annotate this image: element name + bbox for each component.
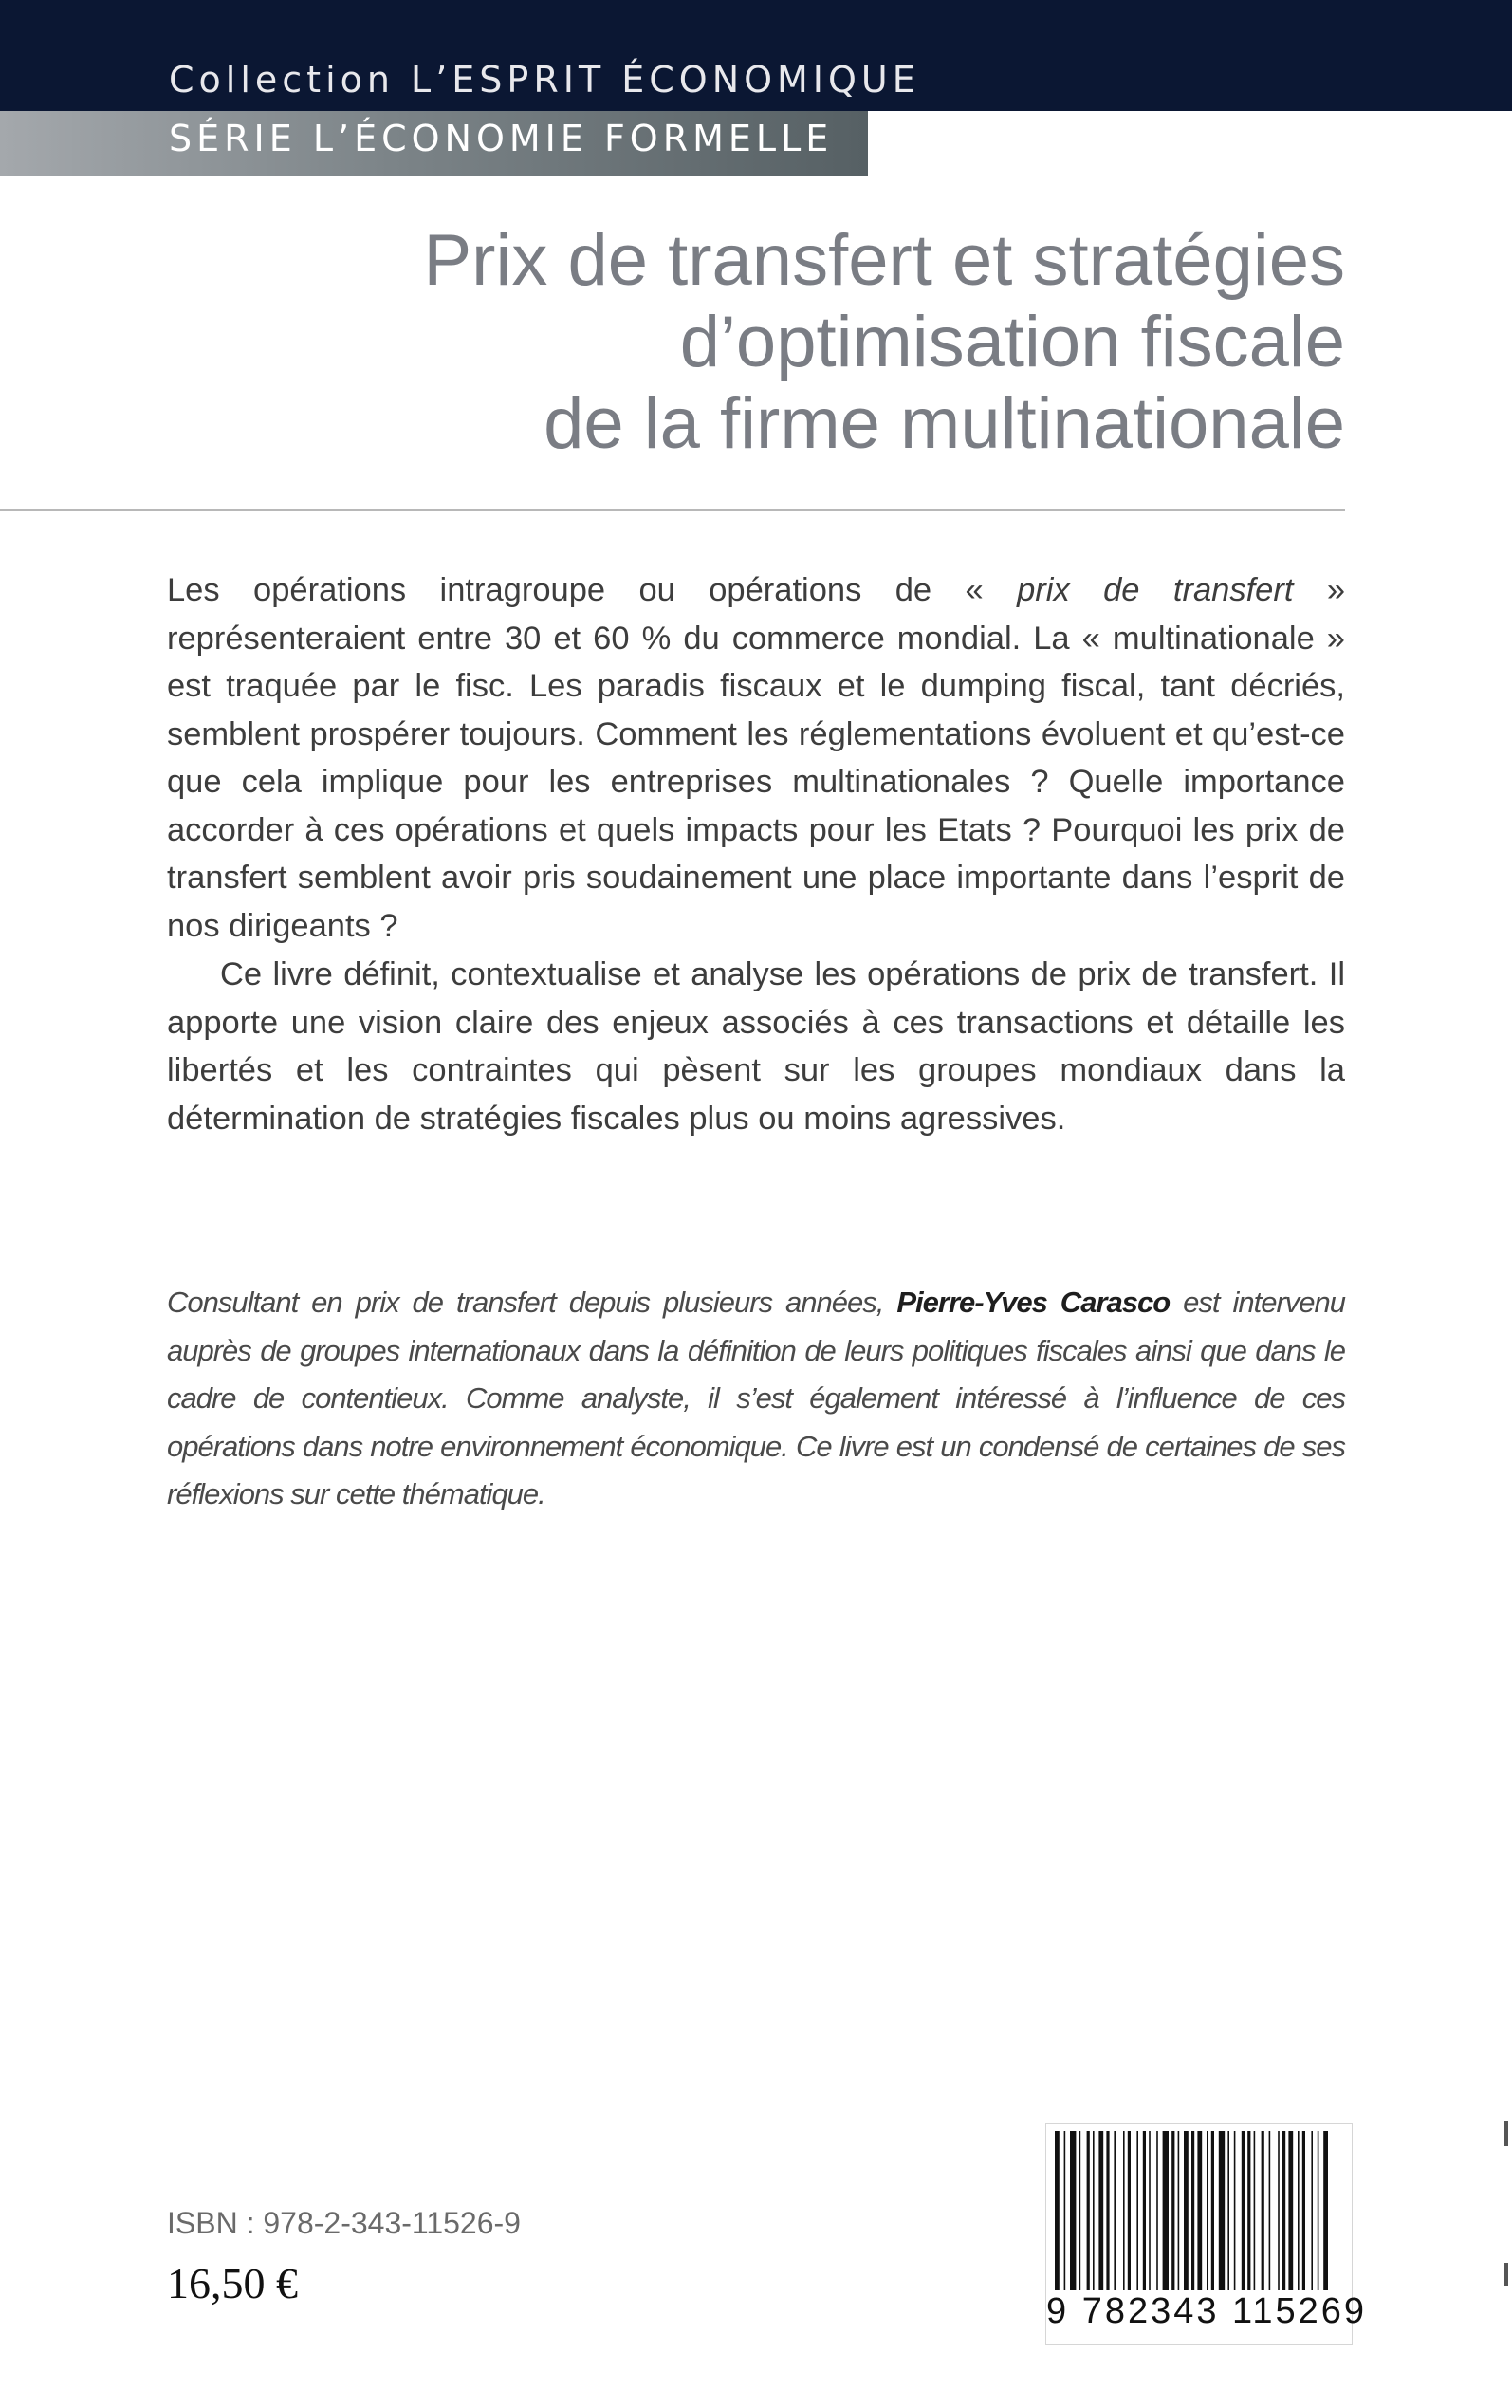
bio-start: Consultant en prix de transfert depuis plusieurs années, <box>167 1286 897 1319</box>
title-line-3: de la firme multinationale <box>544 383 1345 464</box>
barcode-bar <box>1242 2131 1245 2290</box>
barcode-bar <box>1156 2131 1158 2290</box>
barcode-bar <box>1288 2131 1293 2290</box>
barcode-bar <box>1143 2131 1146 2290</box>
barcode-bar <box>1171 2131 1174 2290</box>
trim-mark <box>1504 2121 1508 2146</box>
barcode-bar <box>1323 2131 1328 2290</box>
barcode-bar <box>1219 2131 1225 2290</box>
series-name: SÉRIE L’ÉCONOMIE FORMELLE <box>169 118 834 159</box>
p1-end: » représenteraient entre 30 et 60 % du commerce mondial. La « multinationale » est traquée par le fisc. Les paradis fiscaux et le dumping fiscal, tant décriés, semblent prospérer toujours. Comment les réglementations évoluent et qu’est-ce que cela implique pour les entreprises multinationales ? Quelle importance accorder à ces opérations et quels impacts pour les Etats ? Pourquoi les prix de transfert semblent avoir pris soudainement une place importante dans l’esprit de nos dirigeants ? <box>167 572 1346 944</box>
barcode-bar <box>1311 2131 1313 2290</box>
barcode-bars <box>1053 2131 1345 2290</box>
barcode-bar <box>1087 2131 1090 2290</box>
book-title <box>112 220 1345 465</box>
barcode-bar <box>1128 2131 1131 2290</box>
barcode-bar <box>1302 2131 1305 2290</box>
barcode-bar <box>1093 2131 1095 2290</box>
barcode-bar <box>1149 2131 1151 2290</box>
bio-end: est intervenu auprès de groupes internationaux dans la définition de leurs politiques fiscales ainsi que dans le cadre de contentieux. Comme analyste, il s’est également intéressé à l’influence de ces opérations dans notre environnement économique. Ce livre est un condensé de certaines de ses réflexions sur cette thématique. <box>167 1286 1345 1510</box>
barcode-bar <box>1070 2131 1076 2290</box>
barcode-bar <box>1123 2131 1125 2290</box>
barcode-bar <box>1184 2131 1189 2290</box>
summary-paragraph-1 <box>167 566 1345 950</box>
barcode-bar <box>1163 2131 1169 2290</box>
barcode-bar <box>1098 2131 1103 2290</box>
barcode-bar <box>1269 2131 1271 2290</box>
barcode-bar <box>1282 2131 1285 2290</box>
title-line-1: Prix de transfert et stratégies <box>423 220 1345 301</box>
author-name: Pierre-Yves Carasco <box>896 1286 1171 1319</box>
collection-name: Collection L’ESPRIT ÉCONOMIQUE <box>169 59 920 101</box>
barcode-bar <box>1234 2131 1236 2290</box>
barcode-bar <box>1055 2131 1060 2290</box>
barcode-bar <box>1114 2131 1116 2290</box>
trim-mark <box>1504 2263 1508 2286</box>
barcode-bar <box>1211 2131 1214 2290</box>
barcode-bar <box>1197 2131 1202 2290</box>
barcode-bar <box>1191 2131 1194 2290</box>
title-divider <box>0 509 1345 511</box>
barcode-bar <box>1079 2131 1081 2290</box>
barcode-bar <box>1106 2131 1109 2290</box>
barcode-bar <box>1262 2131 1264 2290</box>
author-bio <box>167 1279 1345 1519</box>
price: 16,50 € <box>167 2259 298 2307</box>
barcode <box>1045 2123 1368 2345</box>
barcode-bar <box>1227 2131 1229 2290</box>
barcode-bar <box>1254 2131 1256 2290</box>
barcode-bar <box>1298 2131 1300 2290</box>
isbn: ISBN : 978-2-343-11526-9 <box>167 2206 521 2240</box>
p1-start: Les opérations intragroupe ou opérations de « <box>167 572 1018 608</box>
barcode-bar <box>1178 2131 1180 2290</box>
title-line-2: d’optimisation fiscale <box>679 302 1345 382</box>
barcode-digits: 9 782343 115269 <box>1046 2291 1368 2331</box>
barcode-bar <box>1064 2131 1066 2290</box>
barcode-bar <box>1247 2131 1250 2290</box>
barcode-bar <box>1207 2131 1208 2290</box>
barcode-bar <box>1136 2131 1138 2290</box>
p1-emphasis: prix de transfert <box>1017 572 1294 608</box>
barcode-bar <box>1278 2131 1280 2290</box>
summary-paragraph-2: Ce livre définit, contextualise et analyse les opérations de prix de transfert. Il apporte une vision claire des enjeux associés à ces transactions et détaille les libertés et les contraintes qui pèsent sur les groupes mondiaux dans la détermination de stratégies fiscales plus ou moins agressives. <box>167 956 1345 1137</box>
barcode-bar <box>1318 2131 1319 2290</box>
